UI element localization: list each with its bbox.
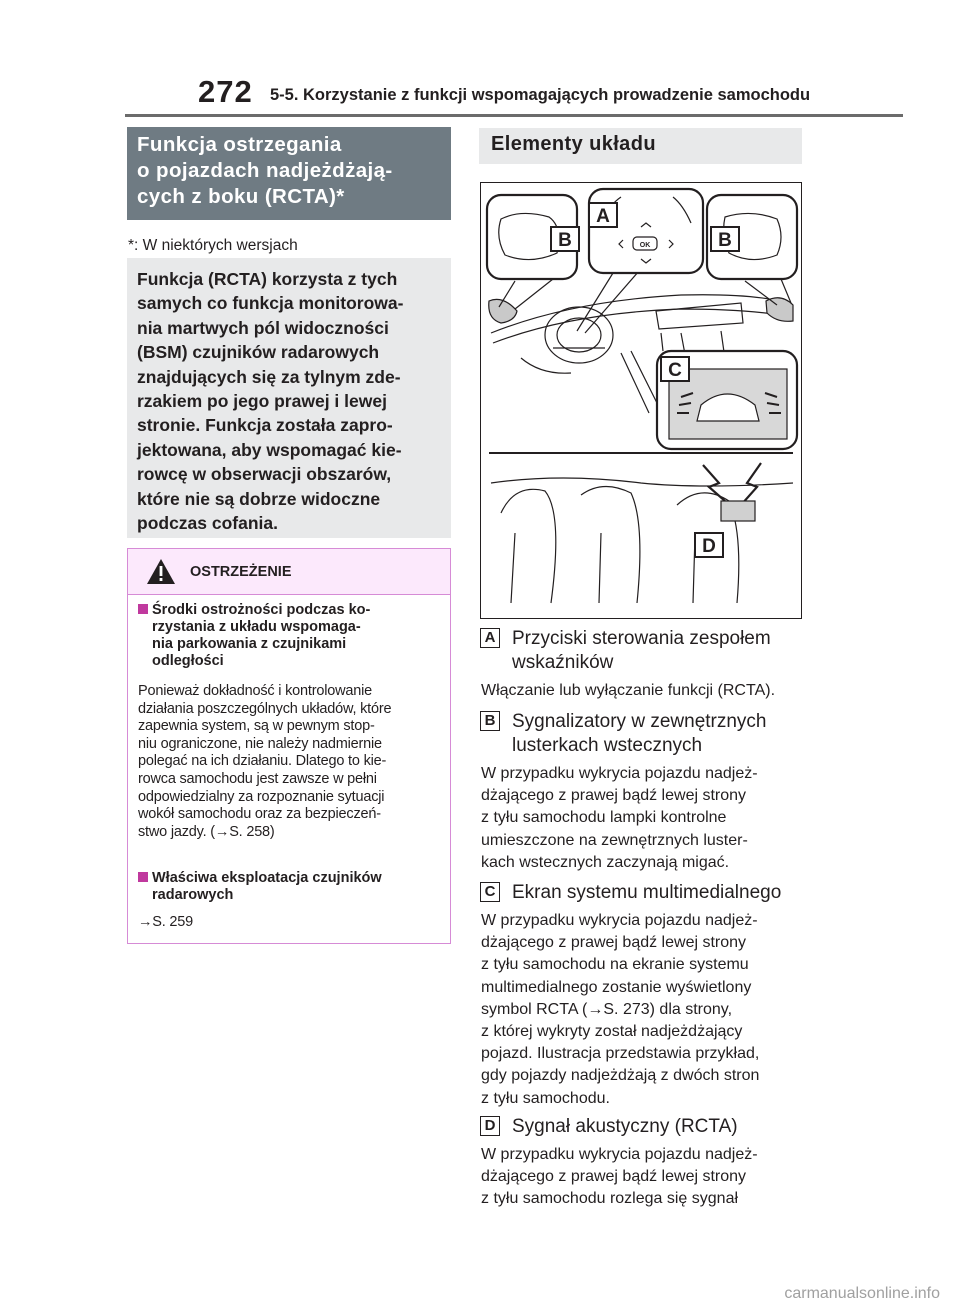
item-a-heading: [480, 627, 771, 675]
subheading-line: Środki ostrożności podczas ko-: [152, 602, 371, 618]
item-a-badge: A: [480, 628, 500, 648]
subheading-line: nia parkowania z czujnikami: [152, 636, 347, 652]
item-body-line: W przypadku wykrycia pojazdu nadjeż-: [481, 1146, 758, 1163]
item-body-line: z której wykryty został nadjeżdżający: [481, 1023, 743, 1041]
elements-heading: Elementy układu: [479, 128, 802, 164]
item-c-badge: C: [480, 882, 500, 902]
intro-line: znajdujących się za tylnym zde-: [137, 366, 401, 387]
figure-label-b-right: B: [718, 230, 732, 251]
body-line: Ponieważ dokładność i kontrolowanie: [138, 683, 373, 699]
illustration-svg: [481, 183, 801, 618]
item-body-line: dżającego z prawej bądź lewej strony: [481, 934, 747, 952]
variant-footnote: *: W niektórych wersjach: [128, 237, 298, 254]
warning-subheading: [138, 602, 370, 670]
warning-box: [127, 548, 451, 944]
body-line: polegać na ich działaniu. Dlatego to kie-: [138, 753, 387, 770]
figure-label-a: A: [596, 206, 610, 227]
item-d-badge: D: [480, 1116, 500, 1136]
intro-line: które nie są dobrze widoczne: [137, 488, 381, 509]
figure-label-b-left: B: [558, 230, 572, 251]
header-rule: [125, 114, 903, 117]
body-line: stwo jazdy. (→S. 258): [138, 823, 275, 840]
intro-line: nia martwych pól widoczności: [137, 317, 389, 338]
warning-body: [138, 914, 193, 932]
bullet-square-icon: [138, 604, 148, 614]
item-body-line: pojazd. Ilustracja przedstawia przykład,: [481, 1045, 760, 1063]
item-a-body: [481, 680, 775, 702]
intro-line: podczas cofania.: [137, 513, 279, 534]
item-body-line: z tyłu samochodu lampki kontrolne: [481, 809, 727, 827]
item-body-line: kach wstecznych zaczynają migać.: [481, 853, 730, 871]
item-c-heading: [480, 881, 781, 905]
ok-button-label: OK: [639, 242, 651, 249]
figure-label-d: D: [702, 536, 716, 557]
item-title-line: Ekran systemu multimedialnego: [512, 882, 782, 903]
item-body-line: z tyłu samochodu na ekranie systemu: [481, 956, 749, 974]
item-body-line: gdy pojazdy nadjeżdżają z dwóch stron: [481, 1067, 760, 1085]
watermark: carmanualsonline.info: [784, 1285, 940, 1302]
page-number: 272: [198, 74, 253, 109]
item-body-line: umieszczone na zewnętrznych luster-: [481, 831, 748, 849]
intro-line: Funkcja (RCTA) korzysta z tych: [137, 269, 398, 289]
item-title-line: Sygnał akustyczny (RCTA): [512, 1116, 738, 1137]
item-body-line: symbol RCTA (→S. 273) dla strony,: [481, 1000, 733, 1018]
bullet-square-icon: [138, 872, 148, 882]
item-body-line: dżającego z prawej bądź lewej strony: [481, 787, 747, 805]
body-line: działania poszczególnych układów, które: [138, 700, 392, 717]
intro-line: jektowana, aby wspomagać kie-: [137, 439, 402, 460]
item-b-body: [481, 763, 758, 874]
item-d-heading: [480, 1115, 738, 1139]
body-line: →S. 259: [138, 914, 194, 930]
item-d-body: [481, 1144, 758, 1211]
rcta-section-heading: [127, 127, 451, 220]
warning-subheading: [138, 870, 382, 904]
item-body-line: multimedialnego zostanie wyświetlony: [481, 978, 752, 996]
body-line: odpowiedzialny za rozpoznanie sytuacji: [138, 788, 385, 805]
warning-body: [138, 683, 391, 841]
warning-triangle-icon: [146, 558, 176, 585]
subheading-line: radarowych: [152, 887, 234, 903]
item-c-body: [481, 910, 759, 1110]
body-line: rowca samochodu jest zawsze w pełni: [138, 770, 377, 787]
item-body-line: W przypadku wykrycia pojazdu nadjeż-: [481, 912, 758, 929]
heading-line: Funkcja ostrzegania: [137, 133, 342, 156]
item-title-line: Przyciski sterowania zespołem: [512, 628, 771, 649]
intro-line: stronie. Funkcja została zapro-: [137, 415, 393, 436]
warning-title: OSTRZEŻENIE: [190, 564, 292, 580]
item-title-line: Sygnalizatory w zewnętrznych: [512, 711, 767, 732]
heading-line: cych z boku (RCTA)*: [137, 185, 345, 208]
intro-line: (BSM) czujników radarowych: [137, 342, 380, 363]
item-body-line: z tyłu samochodu.: [481, 1089, 610, 1107]
item-body-line: z tyłu samochodu rozlega się sygnał: [481, 1190, 739, 1208]
rcta-intro-box: [127, 258, 451, 538]
item-b-badge: B: [480, 711, 500, 731]
subheading-line: Właściwa eksploatacja czujników: [152, 870, 382, 886]
item-body-line: dżającego z prawej bądź lewej strony: [481, 1168, 747, 1186]
intro-line: rowcę w obserwacji obszarów,: [137, 464, 392, 485]
subheading-line: rzystania z układu wspomaga-: [152, 619, 361, 635]
heading-line: o pojazdach nadjeżdżają-: [137, 159, 393, 182]
warning-header: [128, 549, 450, 595]
body-line: zapewnia system, są w pewnym stop-: [138, 718, 375, 735]
intro-line: samych co funkcja monitorowa-: [137, 293, 404, 314]
chapter-title: 5-5. Korzystanie z funkcji wspomagających prowadzenie samochodu: [270, 86, 811, 104]
item-b-heading: [480, 710, 767, 758]
body-line: niu ograniczone, nie należy nadmiernie: [138, 735, 382, 752]
item-body-line: W przypadku wykrycia pojazdu nadjeż-: [481, 765, 758, 782]
body-line: wokół samochodu oraz za bezpieczeń-: [138, 806, 381, 823]
item-title-line: wskaźników: [512, 652, 614, 673]
system-components-illustration: [480, 182, 802, 619]
item-title-line: lusterkach wstecznych: [512, 735, 703, 756]
intro-line: rzakiem po jego prawej i lewej: [137, 391, 387, 412]
item-body-line: Włączanie lub wyłączanie funkcji (RCTA).: [481, 682, 776, 699]
subheading-line: odległości: [152, 653, 224, 669]
figure-label-c: C: [668, 360, 682, 381]
